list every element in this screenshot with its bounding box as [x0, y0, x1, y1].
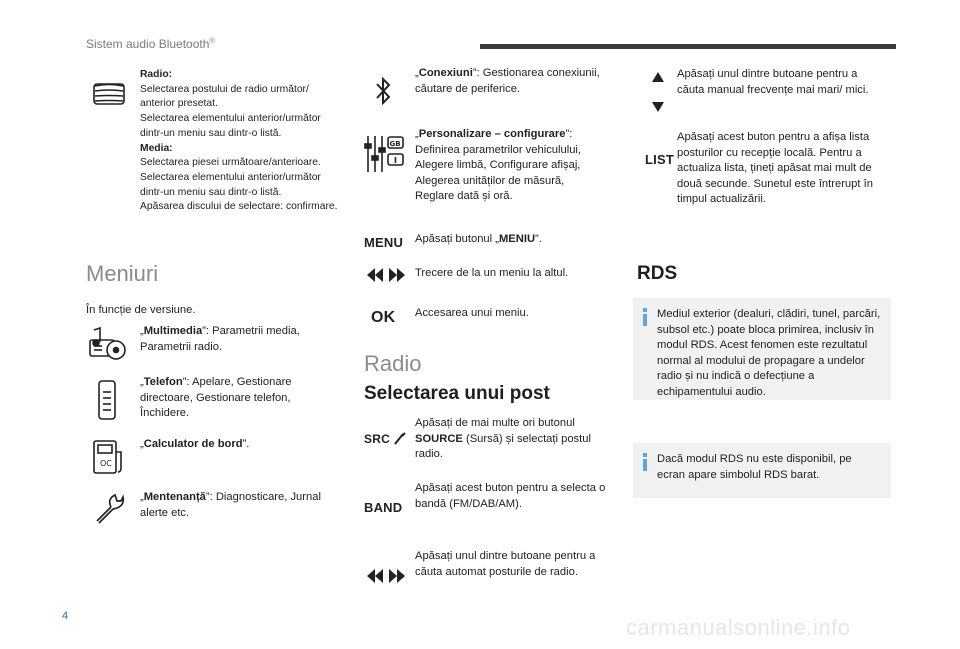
- source-button-label: SRC: [364, 432, 390, 446]
- info-icon-dot: [643, 308, 647, 312]
- arrows-description: Trecere de la un meniu la altul.: [415, 267, 569, 279]
- page-header-title: Sistem audio Bluetooth®: [86, 37, 215, 51]
- connections-description: „Conexiuni”: Gestionarea conexiunii, căutare de periferice.: [415, 67, 600, 95]
- rds-unavailable-note: [633, 443, 891, 498]
- menu-item-trip-computer: „Calculator de bord”.: [140, 438, 250, 450]
- watermark-text: carmanualsonline.info: [626, 615, 851, 640]
- ok-description: Accesarea unui meniu.: [415, 307, 529, 319]
- seek-arrows-icon: [366, 567, 406, 585]
- seek-description: Apăsați unul dintre butoane pentru a căuta automat posturile de radio.: [415, 550, 596, 578]
- svg-text:GB: GB: [389, 140, 401, 148]
- band-description: Apăsați acest buton pentru a selecta o bandă (FM/DAB/AM).: [415, 482, 606, 510]
- multimedia-icon: [86, 325, 130, 361]
- personalize-description: „Personalizare – configurare”: Definirea parametrilor vehiculului, Alegere limbă, Configurare afișaj, Alegerea unităților de măsură, Reglare dată și oră.: [415, 128, 582, 202]
- ok-button-icon: OK: [371, 309, 396, 326]
- radio-media-description: Radio: Selectarea postului de radio următor/ anterior presetat. Selectarea elementului anterior/următor dintr-un meniu sau dintr-o listă. Media: Selectarea piesei următoare/anterioare. Selectarea elementului anterior/următor dintr-un meniu sau dintr-o listă. Apăsarea discului de selectare: confirmare.: [140, 69, 338, 213]
- menus-intro: În funcție de versiune.: [86, 304, 196, 316]
- up-down-arrows-icon: [648, 72, 668, 112]
- rds-info-note: [633, 298, 891, 400]
- menu-item-phone: „Telefon”: Apelare, Gestionare directoare, Gestionare telefon, Închidere.: [140, 376, 292, 419]
- rds-section-title: RDS: [637, 263, 678, 284]
- menu-button-description: Apăsați butonul „MENIU”.: [415, 233, 542, 245]
- page-number: 4: [62, 610, 69, 622]
- select-station-title: Selectarea unui post: [364, 383, 550, 404]
- scroll-wheel-icon: [92, 82, 126, 106]
- settings-sliders-icon: [364, 134, 406, 174]
- svg-text:OC: OC: [100, 459, 112, 468]
- menu-button-icon: MENU: [364, 235, 404, 250]
- list-description: Apăsați acest buton pentru a afișa lista posturilor cu recepție locală. Pentru a actualiza lista, țineți apăsat mai mult de două secunde. Sunetul este întrerupt în timpul actualizării.: [677, 131, 873, 205]
- trip-computer-icon: [90, 437, 126, 477]
- menu-item-maintenance: „Mentenanță”: Diagnosticare, Jurnal alerte etc.: [140, 491, 321, 519]
- bluetooth-icon: [371, 73, 395, 109]
- radio-section-title: Radio: [364, 351, 422, 376]
- menu-item-multimedia: „Multimedia”: Parametrii media, Parametrii radio.: [140, 325, 300, 353]
- info-icon-dot: [643, 453, 647, 457]
- source-button-icon: [364, 430, 406, 448]
- band-button-icon: BAND: [364, 500, 403, 515]
- rds-unavailable-text: Dacă modul RDS nu este disponibil, pe ecran apare simbolul RDS barat.: [657, 453, 852, 481]
- menus-section-title: Meniuri: [86, 261, 159, 286]
- rds-info-text: Mediul exterior (dealuri, clădiri, tunel, parcări, subsol etc.) poate bloca primirea, inclusiv în modul RDS. Acest fenomen este rezultatul normal al modului de propagare a undelor radio și nu indică o defecțiune a echipamentului audio.: [657, 308, 881, 398]
- list-button-icon: LIST: [645, 152, 674, 167]
- header-rule: [480, 44, 896, 49]
- wrench-icon: [90, 490, 126, 526]
- left-right-arrows-icon: [366, 266, 406, 284]
- info-icon-bar: [643, 459, 647, 471]
- manual-tune-description: Apăsați unul dintre butoane pentru a căuta manual frecvențe mai mari/ mici.: [677, 68, 869, 96]
- phone-icon: [94, 380, 120, 420]
- source-description: Apăsați de mai multe ori butonul SOURCE (Sursă) și selectați postul radio.: [415, 417, 591, 460]
- info-icon-bar: [643, 314, 647, 326]
